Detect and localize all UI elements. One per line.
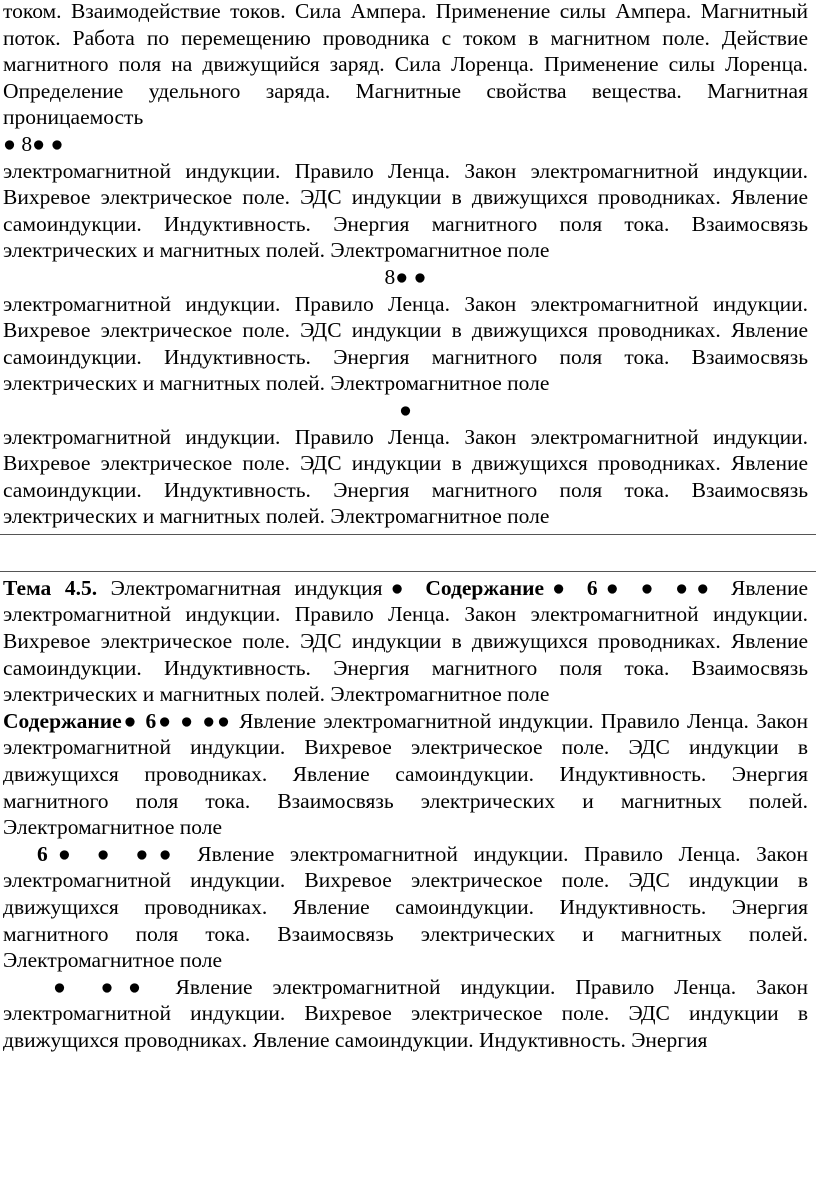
content-paragraph (0, 841, 816, 974)
bullet-marker: 8● ● (384, 264, 427, 289)
content-label: ● ●● (53, 974, 156, 999)
content-text: Явление электромагнитной индукции. Правило Ленца. Закон электромагнитной индукции. Вихревое электрическое поле. ЭДС индукции в движущихся проводниках. Явление самоиндукции. Индуктивность. Энергия магнитного поля тока. Взаимосвязь электрических и магнитных полей. Электромагнитное поле (3, 708, 808, 840)
paragraph-induction-1: электромагнитной индукции. Правило Ленца. Закон электромагнитной индукции. Вихревое электрическое поле. ЭДС индукции в движущихся проводниках. Явление самоиндукции. Индуктивность. Энергия магнитного поля тока. Взаимосвязь электрических и магнитных полей. Электромагнитное поле (3, 158, 808, 263)
bullet-marker: ● (399, 397, 412, 422)
content-paragraph (0, 974, 816, 1054)
table-divider (0, 571, 816, 572)
topic-title: Электромагнитная индукция● (97, 575, 426, 600)
topic-label: Тема 4.5. (3, 575, 98, 600)
topic-paragraph (0, 575, 816, 708)
bullet-marker: ● 8● ● (3, 131, 64, 156)
content-paragraph (0, 708, 816, 841)
paragraph-ampere-lorentz: током. Взаимодействие токов. Сила Ампера. Применение силы Ампера. Магнитный поток. Работа по перемещению проводника с током в магнитном поле. Действие магнитного поля на движущийся заряд. Сила Лоренца. Применение силы Лоренца. Определение удельного заряда. Магнитные свойства вещества. Магнитная проницаемость (3, 0, 808, 130)
topic-text: Явление электромагнитной индукции. Правило Ленца. Закон электромагнитной индукции. Вихревое электрическое поле. ЭДС индукции в движущихся проводниках. Явление самоиндукции. Индуктивность. Энергия магнитного поля тока. Взаимосвязь электрических и магнитных полей. Электромагнитное поле (3, 575, 809, 707)
paragraph-induction-3: электромагнитной индукции. Правило Ленца. Закон электромагнитной индукции. Вихревое электрическое поле. ЭДС индукции в движущихся проводниках. Явление самоиндукции. Индуктивность. Энергия магнитного поля тока. Взаимосвязь электрических и магнитных полей. Электромагнитное поле (3, 424, 808, 529)
content-label: 6● ● ●● (37, 841, 182, 866)
content-label: Содержание● 6● ● ●● (425, 575, 718, 600)
paragraph-induction-2: электромагнитной индукции. Правило Ленца. Закон электромагнитной индукции. Вихревое электрическое поле. ЭДС индукции в движущихся проводниках. Явление самоиндукции. Индуктивность. Энергия магнитного поля тока. Взаимосвязь электрических и магнитных полей. Электромагнитное поле (3, 291, 808, 396)
content-text: Явление электромагнитной индукции. Правило Ленца. Закон электромагнитной индукции. Вихревое электрическое поле. ЭДС индукции в движущихся проводниках. Явление самоиндукции. Индуктивность. Энергия (3, 974, 808, 1052)
table-spacer (0, 535, 816, 571)
content-text: Явление электромагнитной индукции. Правило Ленца. Закон электромагнитной индукции. Вихревое электрическое поле. ЭДС индукции в движущихся проводниках. Явление самоиндукции. Индуктивность. Энергия магнитного поля тока. Взаимосвязь электрических и магнитных полей. Электромагнитное поле (3, 841, 808, 973)
content-label: Содержание● 6● ● ●● (3, 708, 232, 733)
